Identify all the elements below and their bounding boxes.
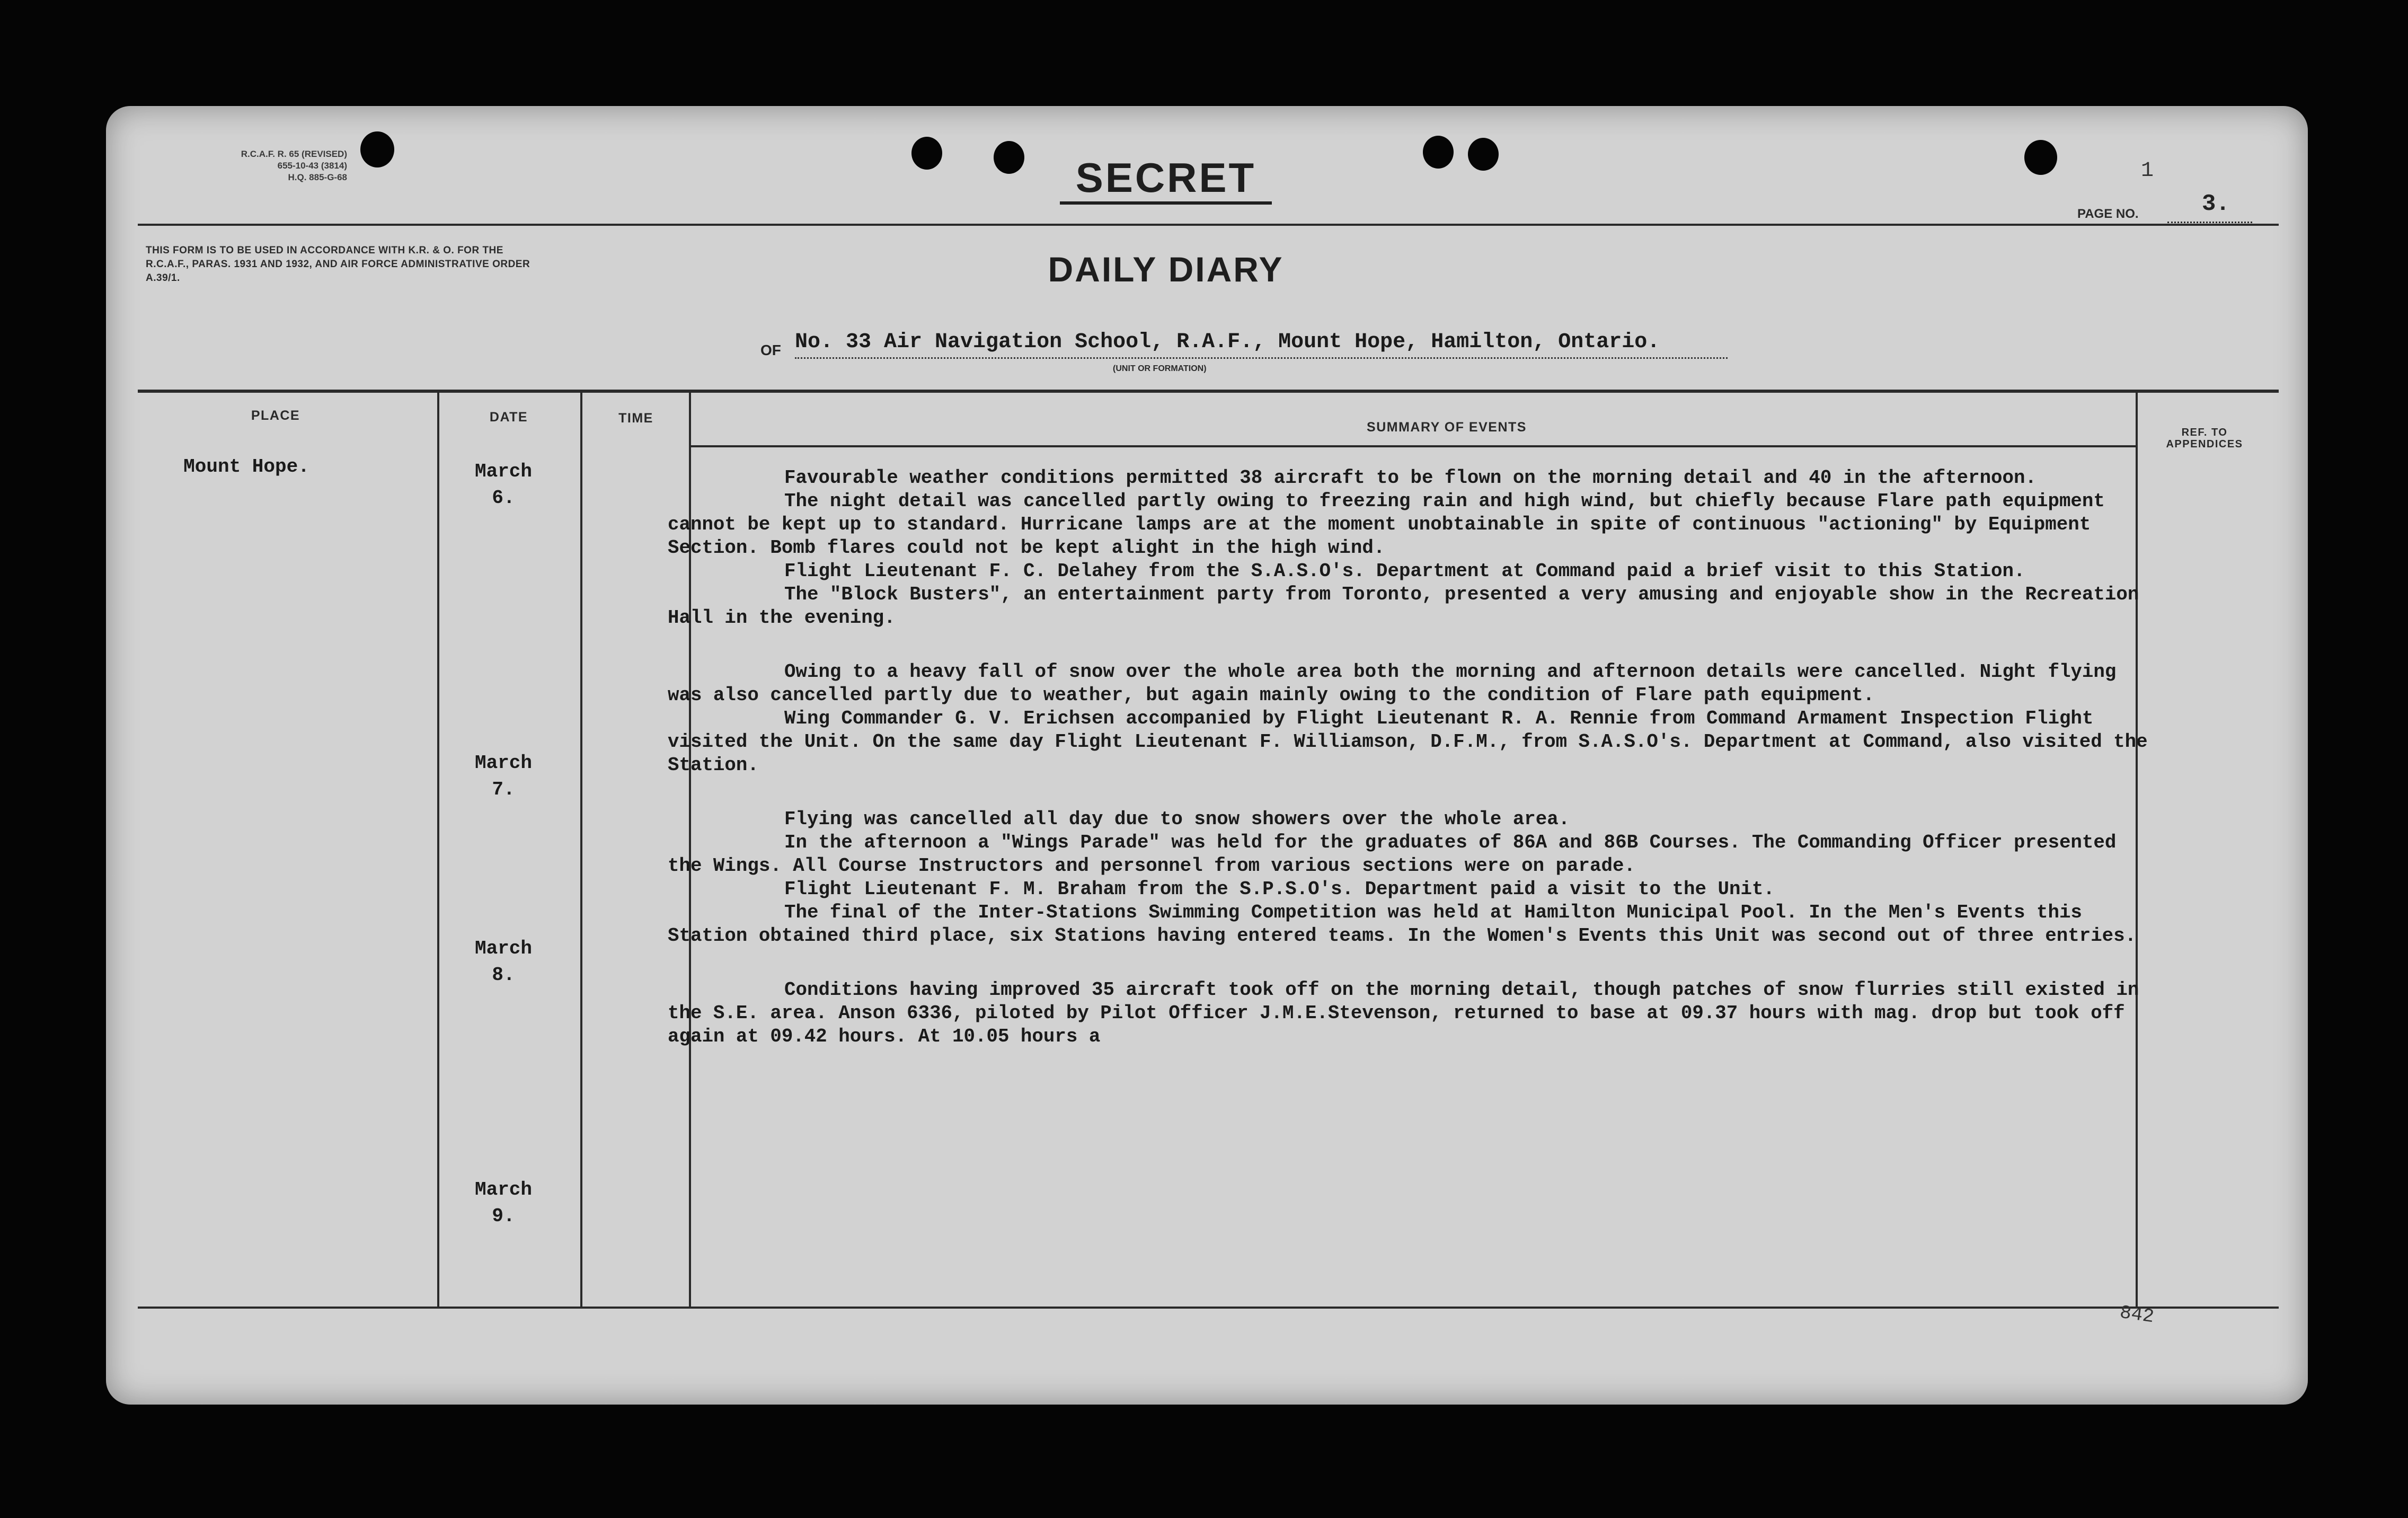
col-header-time: TIME: [618, 411, 653, 426]
form-code-line: H.Q. 885-G-68: [288, 172, 347, 182]
entry-paragraph: Flight Lieutenant F. M. Braham from the S.P.S.O's. Department paid a visit to the Unit.: [784, 878, 1775, 900]
date-entry: [440, 935, 567, 989]
of-label: OF: [760, 342, 781, 358]
page-number-label: PAGE NO.: [2077, 207, 2139, 221]
page-number: 3.: [2202, 191, 2230, 217]
unit-caption: (UNIT OR FORMATION): [1113, 364, 1207, 373]
date-month: March: [474, 938, 533, 959]
date-day: 9.: [492, 1205, 515, 1227]
punch-hole: [1468, 138, 1499, 171]
entry-gap: [668, 777, 2152, 808]
diary-sheet: [106, 106, 2308, 1405]
punch-hole: [360, 131, 394, 167]
entry-paragraph: The final of the Inter-Stations Swimming Competition was held at Hamilton Municipal Pool. In the Men's Events this Station obtained third place, six Stations having entered teams. In the Women's Events this Unit was second out of three entries.: [668, 902, 2137, 947]
entry-block: [668, 660, 2152, 777]
entry-paragraph: Conditions having improved 35 aircraft took off on the morning detail, though patches of snow flurries still existed in the S.E. area. Anson 6336, piloted by Pilot Officer J.M.E.Stevenson, returned to base at 09.37 hours with mag. drop but took off again at 09.42 hours. At 10.05 hours a: [668, 979, 2139, 1047]
entry-block: [668, 978, 2152, 1048]
unit-name: No. 33 Air Navigation School, R.A.F., Mount Hope, Hamilton, Ontario.: [795, 328, 1728, 359]
entry-gap: [668, 630, 2152, 660]
date-month: March: [474, 461, 533, 482]
entry-paragraph: Wing Commander G. V. Erichsen accompanied by Flight Lieutenant R. A. Rennie from Command Armament Inspection Flight visited the Unit. On the same day Flight Lieutenant F. Williamson, D.F.M., from S.A.S.O's. Department at Command, also visited the Station.: [668, 708, 2148, 776]
date-month: March: [474, 752, 533, 774]
date-day: 6.: [492, 487, 515, 509]
punch-hole: [2024, 140, 2057, 175]
entry-gap: [668, 948, 2152, 978]
form-code-line: R.C.A.F. R. 65 (REVISED): [241, 149, 347, 159]
form-code-line: 655-10-43 (3814): [277, 161, 347, 171]
date-entry: [440, 458, 567, 511]
entry-paragraph: Favourable weather conditions permitted 38 aircraft to be flown on the morning detail and 40 in the afternoon.: [784, 467, 2037, 489]
entry-paragraph: The "Block Busters", an entertainment party from Toronto, presented a very amusing and enjoyable show in the Recreation Hall in the evening.: [668, 584, 2139, 629]
header-rule: [138, 224, 2279, 226]
entry-paragraph: In the afternoon a "Wings Parade" was held for the graduates of 86A and 86B Courses. The Commanding Officer presented the Wings. All Course Instructors and personnel from various sections were on parade.: [668, 832, 2117, 877]
date-month: March: [474, 1179, 533, 1201]
entry-block: [668, 808, 2152, 948]
col-header-summary: SUMMARY OF EVENTS: [1367, 420, 1527, 435]
place-entry: Mount Hope.: [183, 456, 309, 478]
punch-hole: [911, 137, 942, 170]
column-divider: [580, 391, 582, 1308]
corner-stamp-mark: 842: [2118, 1301, 2156, 1328]
col-header-place: PLACE: [251, 408, 300, 423]
col-header-ref: REF. TO APPENDICES: [2166, 427, 2243, 450]
date-day: 7.: [492, 779, 515, 800]
form-code: [151, 148, 347, 183]
table-top-rule: [138, 390, 2279, 393]
entry-paragraph: Owing to a heavy fall of snow over the whole area both the morning and afternoon details were cancelled. Night flying was also cancelled partly due to weather, but again mainly owing to the condition of Flare path equipment.: [668, 661, 2117, 706]
date-entry: [440, 750, 567, 803]
punch-hole: [994, 141, 1024, 174]
form-instructions: THIS FORM IS TO BE USED IN ACCORDANCE WITH K.R. & O. FOR THE R.C.A.F., PARAS. 1931 AND 1932, AND AIR FORCE ADMINISTRATIVE ORDER A.39/1.: [146, 245, 530, 284]
entry-paragraph: Flying was cancelled all day due to snow showers over the whole area.: [784, 808, 1570, 830]
col-header-date: DATE: [489, 410, 528, 425]
page-number-line: [2167, 222, 2252, 223]
secret-heading: SECRET: [1060, 154, 1272, 205]
summary-of-events: [668, 466, 2152, 1048]
date-day: 8.: [492, 964, 515, 986]
punch-hole: [1423, 136, 1454, 169]
diary-title: DAILY DIARY: [1048, 250, 1284, 289]
entry-block: [668, 466, 2152, 630]
column-divider: [437, 391, 439, 1308]
table-bottom-rule: [138, 1307, 2279, 1309]
date-entry: [440, 1177, 567, 1230]
page-pencil-mark: 1: [2141, 159, 2154, 183]
entry-paragraph: The night detail was cancelled partly owing to freezing rain and high wind, but chiefly because Flare path equipment cannot be kept up to standard. Hurricane lamps are at the moment unobtainable in spite of continuous "actioning" by Equipment Section. Bomb flares could not be kept alight in the high wind.: [668, 490, 2105, 559]
entry-paragraph: Flight Lieutenant F. C. Delahey from the S.A.S.O's. Department at Command paid a brief visit to this Station.: [784, 560, 2025, 582]
table-head-rule: [689, 445, 2136, 447]
